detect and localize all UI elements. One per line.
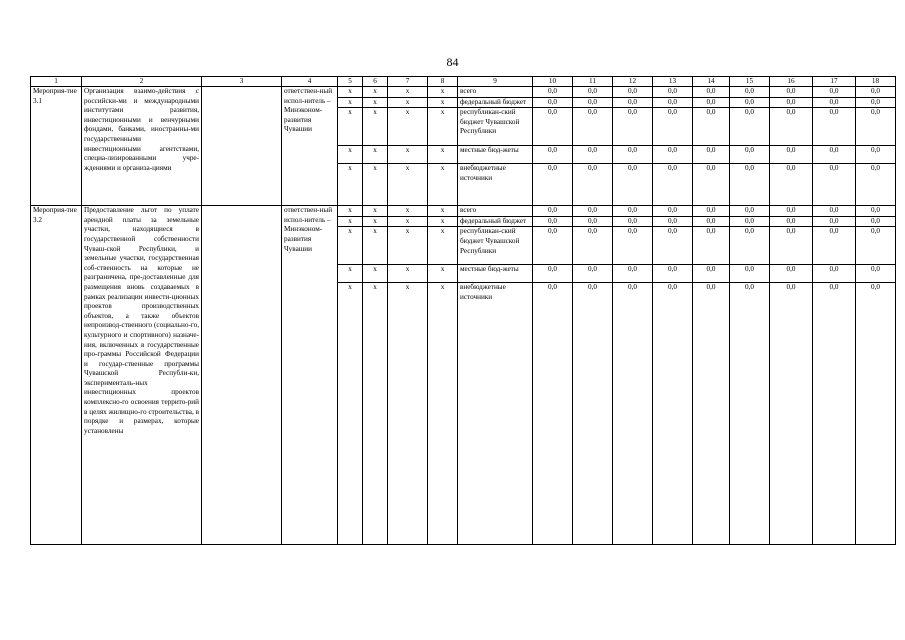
funding-value: 0,0 bbox=[533, 97, 573, 108]
funding-value: 0,0 bbox=[730, 97, 770, 108]
funding-value: 0,0 bbox=[533, 164, 573, 206]
funding-value: 0,0 bbox=[573, 206, 613, 217]
budget-code-cell: x bbox=[338, 87, 363, 98]
funding-value: 0,0 bbox=[533, 283, 573, 545]
funding-value: 0,0 bbox=[730, 206, 770, 217]
funding-value: 0,0 bbox=[770, 216, 813, 227]
funding-source: внебюджетные источники bbox=[458, 283, 533, 545]
budget-code-cell: x bbox=[338, 164, 363, 206]
funding-value: 0,0 bbox=[613, 265, 653, 283]
funding-source: всего bbox=[458, 206, 533, 217]
funding-value: 0,0 bbox=[693, 164, 730, 206]
page-number: 84 bbox=[446, 55, 459, 69]
funding-value: 0,0 bbox=[813, 87, 856, 98]
funding-value: 0,0 bbox=[813, 206, 856, 217]
column-number-header: 16 bbox=[770, 77, 813, 87]
budget-code-cell: x bbox=[388, 227, 428, 265]
funding-value: 0,0 bbox=[813, 97, 856, 108]
funding-value: 0,0 bbox=[653, 108, 693, 146]
funding-value: 0,0 bbox=[653, 97, 693, 108]
event-column-3 bbox=[202, 87, 282, 206]
budget-code-cell: x bbox=[428, 146, 458, 164]
funding-value: 0,0 bbox=[730, 227, 770, 265]
budget-code-cell: x bbox=[388, 146, 428, 164]
funding-value: 0,0 bbox=[856, 283, 896, 545]
funding-value: 0,0 bbox=[693, 227, 730, 265]
budget-code-cell: x bbox=[338, 283, 363, 545]
funding-value: 0,0 bbox=[693, 87, 730, 98]
column-number-header: 12 bbox=[613, 77, 653, 87]
column-number-header: 10 bbox=[533, 77, 573, 87]
funding-value: 0,0 bbox=[693, 216, 730, 227]
event-description: Предоставление льгот по уплате арендной платы за земельные участки, находящиеся в государственной собственности Чуваш-ской Республики, и земельные участки, государственная соб-ственность на которые не разграничена, пре-доставленные для размещения вновь создаваемых в рамках реализации инвести-ционных проектов производственных объектов, а также объектов непроизвод-ственного (социально-го, культурного и спортивного) назначе-ния, включенных в государственные про-граммы Российской Федерации и государ-ственные программы Чувашской Республи-ки, эксперименталь-ных инвестиционных проектов комплексно-го освоения террито-рий в целях жилищно-го строительства, в порядке и размерах, которые установлены bbox=[82, 206, 202, 545]
budget-code-cell: x bbox=[428, 283, 458, 545]
funding-value: 0,0 bbox=[613, 164, 653, 206]
funding-value: 0,0 bbox=[573, 87, 613, 98]
funding-value: 0,0 bbox=[613, 87, 653, 98]
funding-source: внебюджетные источники bbox=[458, 164, 533, 206]
funding-source: федеральный бюджет bbox=[458, 216, 533, 227]
event-executor: ответствен-ный испол-нитель – Минэконом-развития Чувашии bbox=[282, 206, 338, 545]
event-name: Мероприя-тие 3.2 bbox=[31, 206, 82, 545]
funding-value: 0,0 bbox=[693, 146, 730, 164]
funding-value: 0,0 bbox=[653, 164, 693, 206]
budget-code-cell: x bbox=[428, 216, 458, 227]
funding-value: 0,0 bbox=[813, 216, 856, 227]
funding-value: 0,0 bbox=[533, 227, 573, 265]
budget-code-cell: x bbox=[338, 227, 363, 265]
budget-code-cell: x bbox=[338, 216, 363, 227]
funding-value: 0,0 bbox=[770, 227, 813, 265]
funding-source: республикан-ский бюджет Чувашской Республики bbox=[458, 108, 533, 146]
budget-code-cell: x bbox=[338, 206, 363, 217]
column-number-header: 11 bbox=[573, 77, 613, 87]
funding-value: 0,0 bbox=[693, 265, 730, 283]
budget-code-cell: x bbox=[388, 87, 428, 98]
funding-value: 0,0 bbox=[730, 216, 770, 227]
budget-code-cell: x bbox=[363, 206, 388, 217]
budget-code-cell: x bbox=[428, 87, 458, 98]
funding-value: 0,0 bbox=[653, 146, 693, 164]
funding-value: 0,0 bbox=[730, 146, 770, 164]
column-number-header: 6 bbox=[363, 77, 388, 87]
funding-value: 0,0 bbox=[653, 265, 693, 283]
funding-value: 0,0 bbox=[613, 216, 653, 227]
budget-code-cell: x bbox=[428, 108, 458, 146]
budget-code-cell: x bbox=[363, 97, 388, 108]
funding-value: 0,0 bbox=[693, 283, 730, 545]
funding-value: 0,0 bbox=[813, 265, 856, 283]
budget-code-cell: x bbox=[428, 227, 458, 265]
funding-value: 0,0 bbox=[533, 108, 573, 146]
funding-value: 0,0 bbox=[856, 265, 896, 283]
event-name: Мероприя-тие 3.1 bbox=[31, 87, 82, 206]
funding-source: республикан-ский бюджет Чувашской Республики bbox=[458, 227, 533, 265]
budget-code-cell: x bbox=[363, 216, 388, 227]
funding-value: 0,0 bbox=[533, 146, 573, 164]
event-description: Организация взаимо-действия с российски-ми и международными институтами развития, инвестиционными и венчурными фондами, банками, иностранны-ми государственными инвестиционными агентствами, специа-лизированными учре-ждениями и организа-циями bbox=[82, 87, 202, 206]
budget-code-cell: x bbox=[428, 265, 458, 283]
budget-code-cell: x bbox=[363, 265, 388, 283]
budget-code-cell: x bbox=[338, 265, 363, 283]
funding-value: 0,0 bbox=[813, 164, 856, 206]
funding-value: 0,0 bbox=[813, 283, 856, 545]
funding-value: 0,0 bbox=[856, 108, 896, 146]
funding-value: 0,0 bbox=[856, 146, 896, 164]
funding-value: 0,0 bbox=[533, 206, 573, 217]
budget-code-cell: x bbox=[388, 265, 428, 283]
funding-value: 0,0 bbox=[770, 87, 813, 98]
funding-value: 0,0 bbox=[856, 97, 896, 108]
funding-value: 0,0 bbox=[770, 206, 813, 217]
funding-source: федеральный бюджет bbox=[458, 97, 533, 108]
funding-value: 0,0 bbox=[730, 108, 770, 146]
funding-value: 0,0 bbox=[770, 265, 813, 283]
budget-code-cell: x bbox=[388, 206, 428, 217]
funding-value: 0,0 bbox=[856, 164, 896, 206]
budget-code-cell: x bbox=[388, 97, 428, 108]
program-table bbox=[30, 76, 896, 545]
funding-value: 0,0 bbox=[653, 227, 693, 265]
column-number-row bbox=[31, 77, 896, 87]
budget-code-cell: x bbox=[388, 283, 428, 545]
funding-value: 0,0 bbox=[533, 265, 573, 283]
funding-value: 0,0 bbox=[533, 87, 573, 98]
funding-value: 0,0 bbox=[613, 108, 653, 146]
column-number-header: 9 bbox=[458, 77, 533, 87]
funding-value: 0,0 bbox=[813, 146, 856, 164]
budget-code-cell: x bbox=[388, 108, 428, 146]
column-number-header: 15 bbox=[730, 77, 770, 87]
funding-value: 0,0 bbox=[613, 227, 653, 265]
event-executor: ответствен-ный испол-нитель – Минэконом-развития Чувашии bbox=[282, 87, 338, 206]
column-number-header: 4 bbox=[282, 77, 338, 87]
funding-value: 0,0 bbox=[573, 146, 613, 164]
budget-code-cell: x bbox=[363, 164, 388, 206]
budget-code-cell: x bbox=[388, 216, 428, 227]
column-number-header: 3 bbox=[202, 77, 282, 87]
funding-value: 0,0 bbox=[653, 87, 693, 98]
column-number-header: 1 bbox=[31, 77, 82, 87]
funding-value: 0,0 bbox=[653, 216, 693, 227]
funding-value: 0,0 bbox=[653, 206, 693, 217]
funding-value: 0,0 bbox=[770, 283, 813, 545]
funding-value: 0,0 bbox=[856, 216, 896, 227]
budget-code-cell: x bbox=[338, 108, 363, 146]
funding-value: 0,0 bbox=[573, 265, 613, 283]
budget-code-cell: x bbox=[338, 146, 363, 164]
funding-value: 0,0 bbox=[856, 227, 896, 265]
funding-value: 0,0 bbox=[730, 164, 770, 206]
column-number-header: 7 bbox=[388, 77, 428, 87]
funding-value: 0,0 bbox=[613, 146, 653, 164]
funding-source: местные бюд-жеты bbox=[458, 146, 533, 164]
funding-value: 0,0 bbox=[730, 283, 770, 545]
funding-value: 0,0 bbox=[770, 108, 813, 146]
funding-value: 0,0 bbox=[856, 87, 896, 98]
funding-value: 0,0 bbox=[693, 108, 730, 146]
budget-code-cell: x bbox=[363, 227, 388, 265]
funding-value: 0,0 bbox=[770, 146, 813, 164]
funding-value: 0,0 bbox=[573, 164, 613, 206]
funding-value: 0,0 bbox=[573, 216, 613, 227]
event-column-3 bbox=[202, 206, 282, 545]
funding-value: 0,0 bbox=[856, 206, 896, 217]
budget-code-cell: x bbox=[363, 283, 388, 545]
budget-code-cell: x bbox=[428, 164, 458, 206]
funding-source: всего bbox=[458, 87, 533, 98]
funding-value: 0,0 bbox=[573, 97, 613, 108]
funding-source: местные бюд-жеты bbox=[458, 265, 533, 283]
budget-code-cell: x bbox=[363, 108, 388, 146]
budget-code-cell: x bbox=[363, 87, 388, 98]
funding-value: 0,0 bbox=[533, 216, 573, 227]
column-number-header: 2 bbox=[82, 77, 202, 87]
funding-value: 0,0 bbox=[770, 97, 813, 108]
column-number-header: 14 bbox=[693, 77, 730, 87]
column-number-header: 17 bbox=[813, 77, 856, 87]
funding-value: 0,0 bbox=[730, 87, 770, 98]
funding-value: 0,0 bbox=[693, 97, 730, 108]
funding-value: 0,0 bbox=[730, 265, 770, 283]
budget-code-cell: x bbox=[388, 164, 428, 206]
budget-code-cell: x bbox=[428, 206, 458, 217]
column-number-header: 13 bbox=[653, 77, 693, 87]
funding-value: 0,0 bbox=[653, 283, 693, 545]
funding-value: 0,0 bbox=[573, 283, 613, 545]
funding-row bbox=[31, 87, 896, 98]
funding-value: 0,0 bbox=[573, 108, 613, 146]
column-number-header: 8 bbox=[428, 77, 458, 87]
budget-code-cell: x bbox=[363, 146, 388, 164]
column-number-header: 18 bbox=[856, 77, 896, 87]
funding-value: 0,0 bbox=[613, 97, 653, 108]
column-number-header: 5 bbox=[338, 77, 363, 87]
funding-value: 0,0 bbox=[813, 227, 856, 265]
funding-row bbox=[31, 206, 896, 217]
funding-value: 0,0 bbox=[613, 283, 653, 545]
funding-value: 0,0 bbox=[613, 206, 653, 217]
budget-code-cell: x bbox=[338, 97, 363, 108]
funding-value: 0,0 bbox=[693, 206, 730, 217]
funding-value: 0,0 bbox=[813, 108, 856, 146]
funding-value: 0,0 bbox=[770, 164, 813, 206]
budget-code-cell: x bbox=[428, 97, 458, 108]
funding-value: 0,0 bbox=[573, 227, 613, 265]
